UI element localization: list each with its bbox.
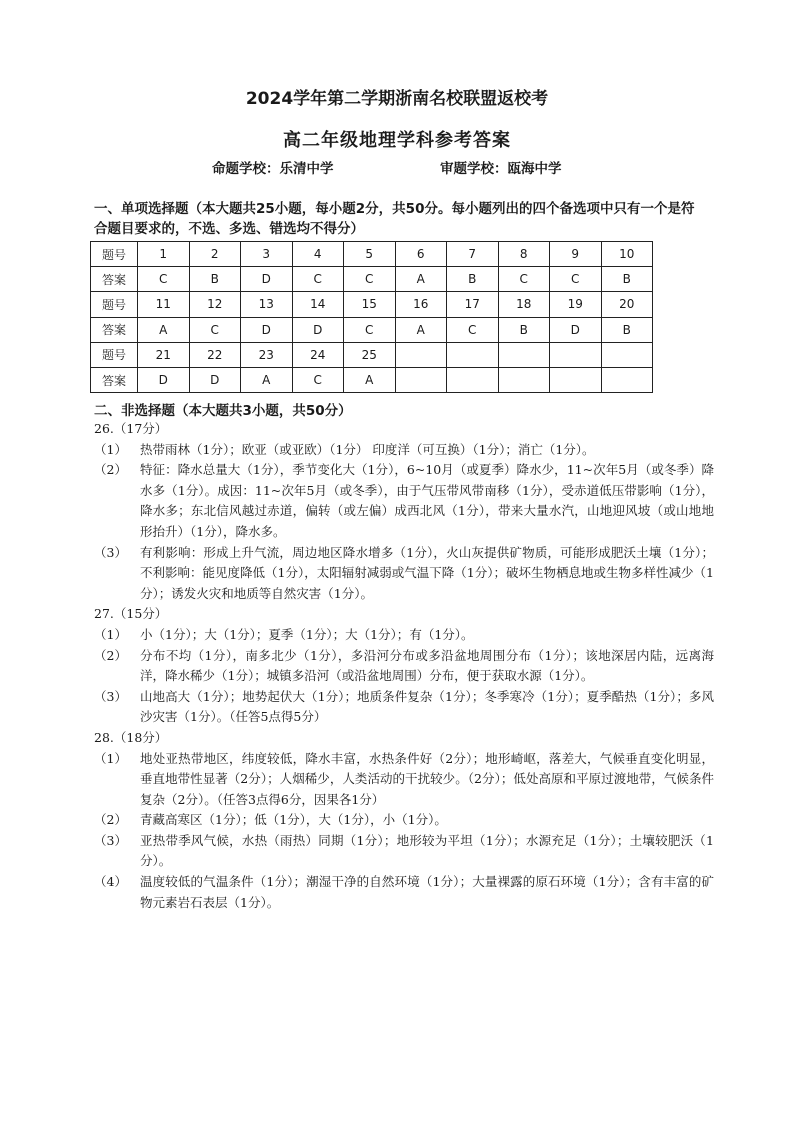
item-number: （3）	[94, 832, 127, 848]
table-cell: 3	[241, 242, 293, 267]
table-cell: B	[601, 317, 653, 342]
table-cell: A	[344, 367, 396, 392]
item-text: 青藏高寒区（1分）；低（1分），大（1分），小（1分）。	[140, 812, 447, 828]
table-cell: 13	[241, 292, 293, 317]
table-cell: 21	[138, 342, 190, 367]
row-label: 题号	[91, 242, 138, 267]
table-cell	[447, 367, 499, 392]
table-cell	[395, 367, 447, 392]
item-text: 山地高大（1分）；地势起伏大（1分）；地质条件复杂（1分）；冬季寒冷（1分）；夏季酷热（1分）；多风沙灾害（1分）。（任答5点得5分）	[140, 688, 714, 725]
answer-item	[94, 872, 714, 913]
table-cell: 19	[550, 292, 602, 317]
table-cell	[601, 342, 653, 367]
item-number: （1）	[94, 626, 127, 642]
table-row	[91, 342, 653, 367]
item-text: 热带雨林（1分）；欧亚（或亚欧）（1分） 印度洋（可互换）（1分）；消亡（1分）。	[140, 441, 595, 457]
answers-body	[94, 419, 714, 913]
item-number: （2）	[94, 812, 127, 828]
item-number: （4）	[94, 874, 127, 890]
table-cell: B	[498, 317, 550, 342]
item-text: 分布不均（1分），南多北少（1分），多沿河分布或多沿盆地周围分布（1分）；该地深居内陆，远离海洋，降水稀少（1分）；城镇多沿河（或沿盆地周围）分布，便于获取水源（1分）。	[140, 647, 714, 684]
table-cell: 17	[447, 292, 499, 317]
item-text: 温度较低的气温条件（1分）；潮湿干净的自然环境（1分）；大量裸露的原石环境（1分）；含有丰富的矿物元素岩石表层（1分）。	[140, 874, 714, 910]
answer-item	[94, 625, 714, 646]
document-subtitle: 高二年级地理学科参考答案	[283, 130, 511, 151]
answer-table	[90, 241, 653, 393]
table-cell: 1	[138, 242, 190, 267]
table-cell: 18	[498, 292, 550, 317]
item-number: （3）	[94, 688, 127, 704]
table-cell: 16	[395, 292, 447, 317]
table-cell: C	[344, 267, 396, 292]
section1-heading: 一、单项选择题（本大题共25小题，每小题2分，共50分。每小题列出的四个备选项中只有一个是符合题目要求的，不选、多选、错选均不得分）	[94, 201, 695, 237]
question-28	[94, 728, 714, 913]
row-label: 答案	[91, 267, 138, 292]
item-number: （1）	[94, 750, 127, 766]
table-cell: D	[189, 367, 241, 392]
item-number: （2）	[94, 462, 127, 478]
item-number: （3）	[94, 544, 127, 560]
table-row	[91, 367, 653, 392]
table-cell: D	[241, 317, 293, 342]
table-cell: 11	[138, 292, 190, 317]
item-text: 有利影响：形成上升气流，周边地区降水增多（1分），火山灰提供矿物质，可能形成肥沃土壤（1分）；不利影响：能见度降低（1分），太阳辐射减弱或气温下降（1分）；破坏生物栖息地或生物多样性减少（1分）；诱发火灾和地质等自然灾害（1分）。	[140, 544, 714, 601]
table-cell: C	[550, 267, 602, 292]
table-cell: 23	[241, 342, 293, 367]
question-26-heading: 26.（17分）	[94, 421, 168, 436]
table-cell: C	[292, 267, 344, 292]
table-cell	[550, 367, 602, 392]
row-label: 题号	[91, 292, 138, 317]
item-number: （2）	[94, 647, 127, 663]
table-cell: 12	[189, 292, 241, 317]
table-row	[91, 267, 653, 292]
table-row	[91, 317, 653, 342]
table-cell: 4	[292, 242, 344, 267]
table-cell: 5	[344, 242, 396, 267]
section2-heading: 二、非选择题（本大题共3小题，共50分）	[94, 403, 352, 419]
table-cell: D	[550, 317, 602, 342]
table-cell: 6	[395, 242, 447, 267]
table-cell: 20	[601, 292, 653, 317]
answer-item	[94, 687, 714, 728]
table-cell: 15	[344, 292, 396, 317]
table-cell	[550, 342, 602, 367]
question-26	[94, 419, 714, 604]
table-row	[91, 242, 653, 267]
answer-item	[94, 440, 714, 461]
table-cell	[395, 342, 447, 367]
item-text: 特征：降水总量大（1分），季节变化大（1分），6~10月（或夏季）降水少，11~次年5月（或冬季）降水多（1分）。成因：11~次年5月（或冬季），由于气压带风带南移（1分），受赤道低压带影响（1分），降水多；东北信风越过赤道，偏转（或左偏）成西北风（1分），带来大量水汽，山地迎风坡（或山地地形抬升）（1分），降水多。	[140, 462, 714, 539]
table-cell: C	[138, 267, 190, 292]
document-title: 2024学年第二学期浙南名校联盟返校考	[245, 89, 549, 109]
question-27-heading: 27.（15分）	[94, 606, 168, 622]
item-text: 亚热带季风气候，水热（雨热）同期（1分）；地形较为平坦（1分）；水源充足（1分）；土壤较肥沃（1分）。	[140, 832, 714, 869]
table-cell: D	[292, 317, 344, 342]
table-cell: 25	[344, 342, 396, 367]
table-cell	[447, 342, 499, 367]
question-28-heading: 28.（18分）	[94, 729, 168, 745]
reviewer-school: 审题学校：瓯海中学	[440, 161, 562, 177]
table-cell: A	[241, 367, 293, 392]
table-cell: A	[138, 317, 190, 342]
table-cell: 22	[189, 342, 241, 367]
table-cell	[498, 342, 550, 367]
table-cell: C	[189, 317, 241, 342]
table-cell: C	[292, 367, 344, 392]
answer-item	[94, 831, 714, 872]
answer-item	[94, 543, 714, 605]
table-cell: 10	[601, 242, 653, 267]
item-number: （1）	[94, 441, 127, 457]
answer-item	[94, 749, 714, 811]
answer-item	[94, 646, 714, 687]
table-cell: 14	[292, 292, 344, 317]
answer-item	[94, 810, 714, 831]
item-text: 小（1分）；大（1分）；夏季（1分）；大（1分）；有（1分）。	[140, 626, 474, 642]
table-cell: 8	[498, 242, 550, 267]
table-cell: 7	[447, 242, 499, 267]
table-cell: B	[601, 267, 653, 292]
answer-item	[94, 460, 714, 542]
row-label: 答案	[91, 367, 138, 392]
table-cell: D	[241, 267, 293, 292]
table-cell: B	[447, 267, 499, 292]
table-cell: 24	[292, 342, 344, 367]
setter-school: 命题学校：乐清中学	[212, 161, 334, 177]
table-cell: B	[189, 267, 241, 292]
table-cell: C	[447, 317, 499, 342]
table-row	[91, 292, 653, 317]
table-cell: C	[498, 267, 550, 292]
table-cell: D	[138, 367, 190, 392]
row-label: 答案	[91, 317, 138, 342]
table-cell: 9	[550, 242, 602, 267]
table-cell: 2	[189, 242, 241, 267]
table-cell: A	[395, 267, 447, 292]
table-cell	[601, 367, 653, 392]
table-cell: A	[395, 317, 447, 342]
table-cell: C	[344, 317, 396, 342]
question-27	[94, 604, 714, 728]
item-text: 地处亚热带地区，纬度较低，降水丰富，水热条件好（2分）；地形崎岖，落差大，气候垂直变化明显，垂直地带性显著（2分）；人烟稀少，人类活动的干扰较少。（2分）；低处高原和平原过渡地带，气候条件复杂（2分）。（任答3点得6分，因果各1分）	[140, 750, 714, 807]
table-cell	[498, 367, 550, 392]
row-label: 题号	[91, 342, 138, 367]
